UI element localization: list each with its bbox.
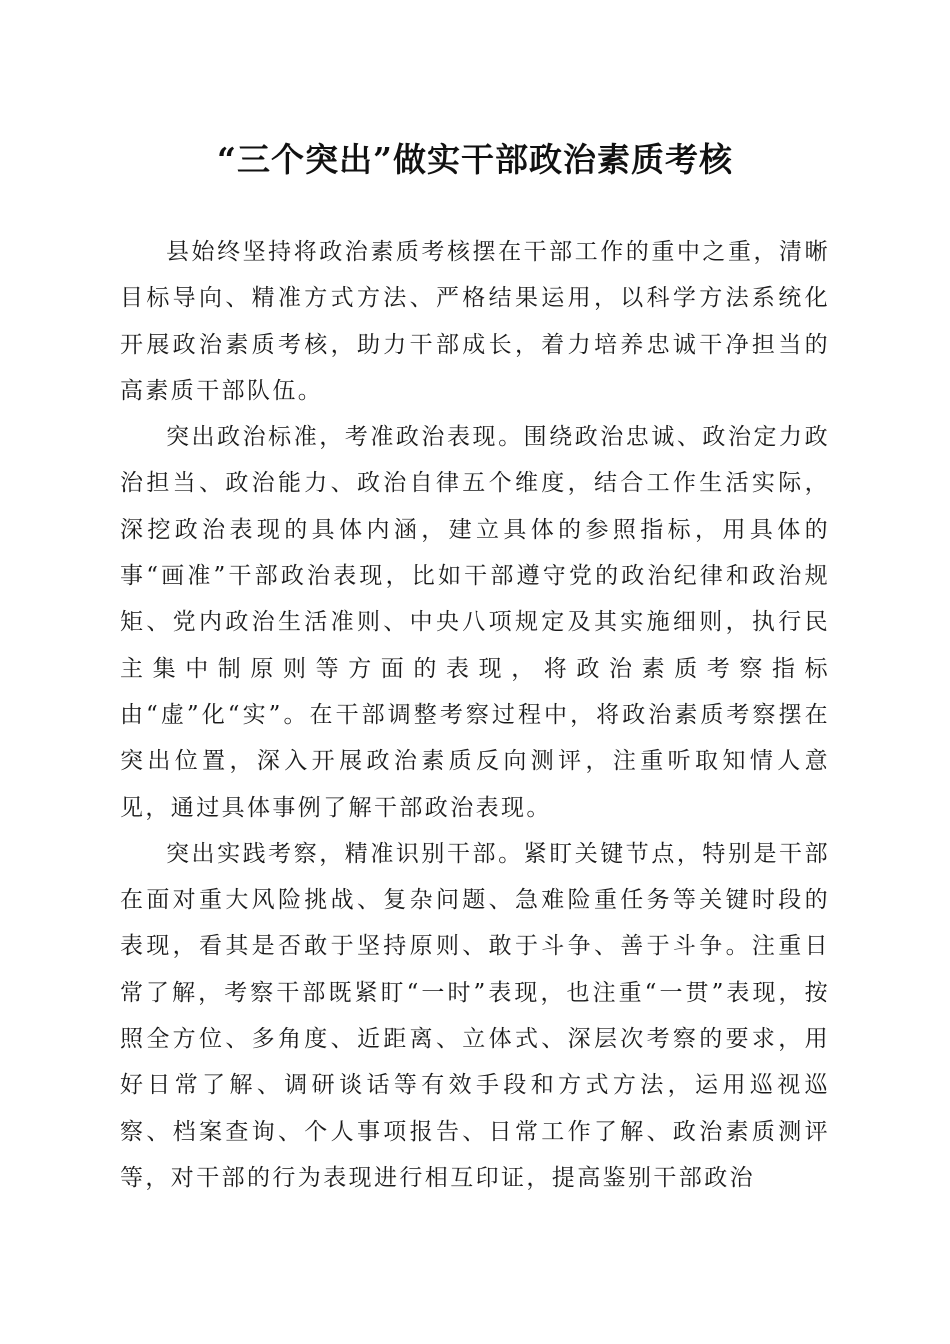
paragraph-practice-inspection: 突出实践考察，精准识别干部。紧盯关键节点，特别是干部在面对重大风险挑战、复杂问题、急难险重任务等关键时段的表现，看其是否敢于坚持原则、敢于斗争、善于斗争。注重日常了解，考察干部既紧盯“一时”表现，也注重“一贯”表现，按照全方位、多角度、近距离、立体式、深层次考察的要求，用好日常了解、调研谈话等有效手段和方式方法，运用巡视巡察、档案查询、个人事项报告、日常工作了解、政治素质测评等，对干部的行为表现进行相互印证，提高鉴别干部政治 (120, 840, 830, 1191)
paragraph-intro: 县始终坚持将政治素质考核摆在干部工作的重中之重，清晰目标导向、精准方式方法、严格结果运用，以科学方法系统化开展政治素质考核，助力干部成长，着力培养忠诚干净担当的高素质干部队伍。 (120, 239, 830, 404)
paragraph-political-standard: 突出政治标准，考准政治表现。围绕政治忠诚、政治定力政治担当、政治能力、政治自律五个维度，结合工作生活实际，深挖政治表现的具体内涵，建立具体的参照指标，用具体的事“画准”干部政治表现，比如干部遵守党的政治纪律和政治规矩、党内政治生活准则、中央八项规定及其实施细则，执行民主集中制原则等方面的表现，将政治素质考察指标由“虚”化“实”。在干部调整考察过程中，将政治素质考察摆在突出位置，深入开展政治素质反向测评，注重听取知情人意见，通过具体事例了解干部政治表现。 (120, 424, 830, 821)
document-title: “三个突出”做实干部政治素质考核 (217, 140, 733, 179)
document-body (120, 229, 830, 1201)
